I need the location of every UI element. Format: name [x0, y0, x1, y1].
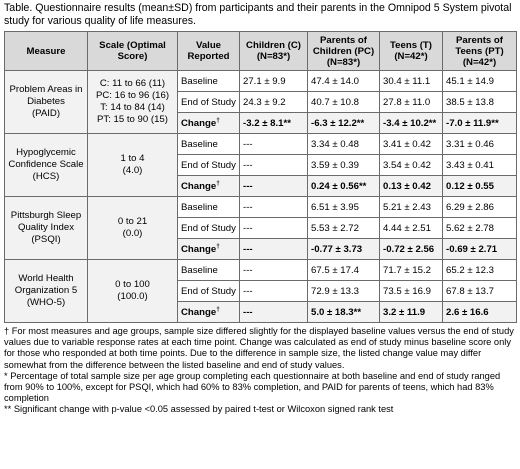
measure-name-line: (WHO-5): [26, 297, 66, 308]
cell-parents-children-change: 5.0 ± 18.3**: [308, 302, 380, 323]
cell-parents-teens-end: 3.43 ± 0.41: [443, 155, 517, 176]
footnotes: [4, 326, 516, 416]
cell-teens-change: 3.2 ± 11.9: [380, 302, 443, 323]
cell-parents-teens-change: -0.69 ± 2.71: [443, 239, 517, 260]
cell-teens-change: 0.13 ± 0.42: [380, 176, 443, 197]
header-value: Value Reported: [178, 32, 240, 71]
cell-parents-teens-end: 67.8 ± 13.7: [443, 281, 517, 302]
value-reported-text: Baseline: [181, 138, 218, 150]
scale-line: T: 14 to 84 (14): [100, 102, 165, 113]
header-parents-children-n: (N=83*): [326, 56, 361, 68]
value-reported-label: [178, 92, 240, 113]
measure-name-line: (HCS): [32, 171, 60, 182]
cell-parents-teens-change: 0.12 ± 0.55: [443, 176, 517, 197]
value-reported-label: [178, 71, 240, 92]
header-parents-children-label: Parents of Children (PC): [312, 34, 375, 57]
cell-parents-teens-change: 2.6 ± 16.6: [443, 302, 517, 323]
value-reported-label: [178, 302, 240, 323]
scale-line: (0.0): [122, 228, 143, 239]
cell-parents-children-end: 3.59 ± 0.39: [308, 155, 380, 176]
header-children-label: Children (C): [246, 40, 301, 51]
cell-parents-children-baseline: 6.51 ± 3.95: [308, 197, 380, 218]
header-parents-children: [308, 32, 380, 71]
value-reported-text: Baseline: [181, 264, 218, 276]
cell-parents-children-change: 0.24 ± 0.56**: [308, 176, 380, 197]
scale-cell: [88, 260, 178, 323]
table-row: [5, 134, 517, 155]
value-reported-text: Change: [181, 180, 217, 192]
cell-parents-teens-baseline: 3.31 ± 0.46: [443, 134, 517, 155]
cell-children-change: ---: [240, 176, 308, 197]
cell-children-end: ---: [240, 155, 308, 176]
value-reported-label: [178, 197, 240, 218]
scale-cell: [88, 197, 178, 260]
cell-children-change: ---: [240, 239, 308, 260]
header-scale: Scale (Optimal Score): [88, 32, 178, 71]
footnote-asterisk: * Percentage of total sample size per age group completing each questionnaire at both baseline and end of study ranged from 90% to 100%, except for PSQI, which had 60% to 83% completion, and PAID for parents of teens, which had 83% completion: [4, 370, 501, 404]
scale-cell: [88, 71, 178, 134]
table-row: [5, 197, 517, 218]
change-footnote-mark: †: [216, 116, 220, 124]
cell-parents-teens-baseline: 45.1 ± 14.9: [443, 71, 517, 92]
change-footnote-mark: †: [216, 242, 220, 250]
scale-line: 0 to 21: [117, 216, 148, 227]
scale-line: (100.0): [117, 291, 148, 302]
cell-parents-teens-baseline: 65.2 ± 12.3: [443, 260, 517, 281]
cell-parents-children-baseline: 67.5 ± 17.4: [308, 260, 380, 281]
measure-name-line: Problem Areas in: [9, 84, 83, 95]
cell-children-change: -3.2 ± 8.1**: [240, 113, 308, 134]
cell-teens-baseline: 30.4 ± 11.1: [380, 71, 443, 92]
value-reported-text: Change: [181, 243, 217, 255]
cell-children-baseline: ---: [240, 260, 308, 281]
cell-children-change: ---: [240, 302, 308, 323]
header-row: [5, 32, 517, 71]
measure-name: [5, 71, 88, 134]
value-reported-label: [178, 176, 240, 197]
value-reported-text: End of Study: [181, 285, 236, 297]
cell-parents-teens-end: 38.5 ± 13.8: [443, 92, 517, 113]
value-reported-label: [178, 281, 240, 302]
value-reported-text: End of Study: [181, 159, 236, 171]
cell-children-baseline: 27.1 ± 9.9: [240, 71, 308, 92]
footnote-double-asterisk: ** Significant change with p-value <0.05 assessed by paired t-test or Wilcoxon signed rank test: [4, 404, 394, 415]
value-reported-text: End of Study: [181, 96, 236, 108]
measure-name-line: (PSQI): [31, 234, 61, 245]
measure-name: [5, 260, 88, 323]
value-reported-text: Change: [181, 117, 217, 129]
table-body: [5, 71, 517, 323]
value-reported-label: [178, 113, 240, 134]
measure-name: [5, 197, 88, 260]
measure-name-line: Confidence Scale: [8, 159, 84, 170]
value-reported-label: [178, 134, 240, 155]
value-reported-text: Baseline: [181, 201, 218, 213]
scale-line: PT: 15 to 90 (15): [97, 114, 168, 125]
scale-line: C: 11 to 66 (11): [99, 78, 166, 89]
cell-parents-children-end: 72.9 ± 13.3: [308, 281, 380, 302]
cell-teens-end: 73.5 ± 16.9: [380, 281, 443, 302]
cell-parents-teens-baseline: 6.29 ± 2.86: [443, 197, 517, 218]
cell-teens-end: 4.44 ± 2.51: [380, 218, 443, 239]
change-footnote-mark: †: [216, 305, 220, 313]
scale-line: PC: 16 to 96 (16): [95, 90, 170, 101]
measure-name-line: (PAID): [31, 108, 61, 119]
cell-teens-end: 3.54 ± 0.42: [380, 155, 443, 176]
cell-parents-children-baseline: 3.34 ± 0.48: [308, 134, 380, 155]
measure-name-line: Organization 5: [14, 285, 78, 296]
cell-children-end: ---: [240, 281, 308, 302]
cell-children-end: 24.3 ± 9.2: [240, 92, 308, 113]
cell-teens-baseline: 3.41 ± 0.42: [380, 134, 443, 155]
cell-children-end: ---: [240, 218, 308, 239]
cell-parents-children-end: 5.53 ± 2.72: [308, 218, 380, 239]
measure-name-line: Diabetes: [27, 96, 65, 107]
scale-line: (4.0): [122, 165, 143, 176]
cell-teens-baseline: 71.7 ± 15.2: [380, 260, 443, 281]
header-teens-label: Teens (T): [390, 40, 432, 51]
value-reported-text: Baseline: [181, 75, 218, 87]
results-table: [4, 31, 517, 323]
value-reported-label: [178, 239, 240, 260]
cell-parents-teens-change: -7.0 ± 11.9**: [443, 113, 517, 134]
value-reported-label: [178, 260, 240, 281]
header-measure: Measure: [5, 32, 88, 71]
cell-parents-children-change: -0.77 ± 3.73: [308, 239, 380, 260]
scale-cell: [88, 134, 178, 197]
header-parents-teens-n: (N=42*): [462, 56, 497, 68]
cell-teens-change: -3.4 ± 10.2**: [380, 113, 443, 134]
measure-name-line: World Health: [18, 273, 74, 284]
cell-children-baseline: ---: [240, 134, 308, 155]
cell-parents-children-baseline: 47.4 ± 14.0: [308, 71, 380, 92]
cell-teens-change: -0.72 ± 2.56: [380, 239, 443, 260]
measure-name-line: Pittsburgh Sleep: [10, 210, 82, 221]
change-footnote-mark: †: [216, 179, 220, 187]
cell-children-baseline: ---: [240, 197, 308, 218]
header-parents-teens-label: Parents of Teens (PT): [455, 34, 504, 57]
cell-teens-end: 27.8 ± 11.0: [380, 92, 443, 113]
cell-teens-baseline: 5.21 ± 2.43: [380, 197, 443, 218]
header-teens-n: (N=42*): [394, 51, 428, 62]
cell-parents-children-end: 40.7 ± 10.8: [308, 92, 380, 113]
value-reported-text: End of Study: [181, 222, 236, 234]
cell-parents-teens-end: 5.62 ± 2.78: [443, 218, 517, 239]
header-parents-teens: [443, 32, 517, 71]
table-row: [5, 71, 517, 92]
scale-line: 0 to 100: [115, 279, 150, 290]
footnote-dagger: † For most measures and age groups, sample size differed slightly for the displayed baseline values versus the end of study values due to variable response rates at each time point. Change was calculated as end of study minus baseline score only for those who responded at both time points. Due to the difference in sample size, the listed change value may differ somewhat from the difference between the listed baseline and end of study values.: [4, 326, 514, 370]
measure-name-line: Quality Index: [18, 222, 74, 233]
value-reported-text: Change: [181, 306, 217, 318]
header-children: [240, 32, 308, 71]
header-children-n: (N=83*): [256, 51, 291, 62]
measure-name-line: Hypoglycemic: [16, 147, 76, 158]
scale-line: 1 to 4: [120, 153, 145, 164]
value-reported-label: [178, 218, 240, 239]
table-caption: Table. Questionnaire results (mean±SD) from participants and their parents in the Omnipod 5 System pivotal study for various quality of life measures.: [4, 2, 512, 27]
table-row: [5, 260, 517, 281]
measure-name: [5, 134, 88, 197]
header-teens: [380, 32, 443, 71]
value-reported-label: [178, 155, 240, 176]
cell-parents-children-change: -6.3 ± 12.2**: [308, 113, 380, 134]
